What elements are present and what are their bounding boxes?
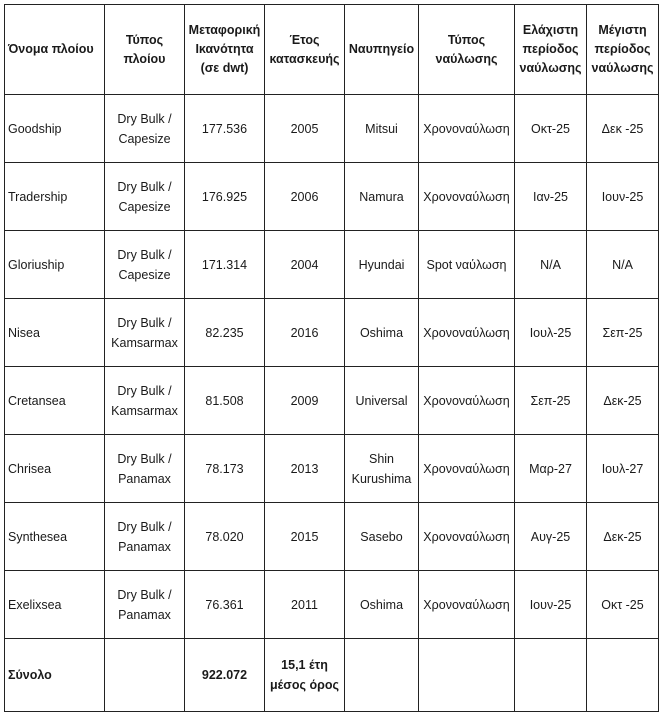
total-shipyard-empty <box>345 639 419 712</box>
max-period-cell: Δεκ-25 <box>587 503 659 571</box>
max-period-cell: Σεπ-25 <box>587 299 659 367</box>
capacity-cell: 177.536 <box>185 95 265 163</box>
max-period-cell: Δεκ -25 <box>587 95 659 163</box>
ship-type-cell: Dry Bulk / Kamsarmax <box>105 367 185 435</box>
min-period-cell: Μαρ-27 <box>515 435 587 503</box>
capacity-cell: 81.508 <box>185 367 265 435</box>
build-year-cell: 2011 <box>265 571 345 639</box>
shipyard-cell: Universal <box>345 367 419 435</box>
table-row <box>5 435 659 503</box>
table-row <box>5 503 659 571</box>
fleet-table <box>4 4 659 712</box>
ship-type-cell: Dry Bulk / Capesize <box>105 95 185 163</box>
build-year-cell: 2015 <box>265 503 345 571</box>
total-charter-empty <box>419 639 515 712</box>
min-period-cell: Σεπ-25 <box>515 367 587 435</box>
max-period-cell: N/A <box>587 231 659 299</box>
capacity-cell: 78.020 <box>185 503 265 571</box>
charter-type-cell: Χρονοναύλωση <box>419 435 515 503</box>
min-period-cell: Αυγ-25 <box>515 503 587 571</box>
table-row <box>5 231 659 299</box>
ship-type-cell: Dry Bulk / Capesize <box>105 163 185 231</box>
min-period-cell: Οκτ-25 <box>515 95 587 163</box>
ship-name-cell: Nisea <box>5 299 105 367</box>
min-period-cell: Ιουλ-25 <box>515 299 587 367</box>
charter-type-cell: Χρονοναύλωση <box>419 163 515 231</box>
shipyard-cell: Hyundai <box>345 231 419 299</box>
capacity-cell: 76.361 <box>185 571 265 639</box>
header-charter-type: Τύπος ναύλωσης <box>419 5 515 95</box>
ship-type-cell: Dry Bulk / Panamax <box>105 503 185 571</box>
min-period-cell: N/A <box>515 231 587 299</box>
charter-type-cell: Χρονοναύλωση <box>419 571 515 639</box>
table-row <box>5 95 659 163</box>
shipyard-cell: Sasebo <box>345 503 419 571</box>
table-row <box>5 367 659 435</box>
capacity-cell: 176.925 <box>185 163 265 231</box>
total-min-empty <box>515 639 587 712</box>
shipyard-cell: Shin Kurushima <box>345 435 419 503</box>
table-row <box>5 571 659 639</box>
ship-type-cell: Dry Bulk / Panamax <box>105 571 185 639</box>
header-shipyard: Ναυπηγείο <box>345 5 419 95</box>
build-year-cell: 2006 <box>265 163 345 231</box>
max-period-cell: Ιουν-25 <box>587 163 659 231</box>
max-period-cell: Ιουλ-27 <box>587 435 659 503</box>
ship-name-cell: Gloriuship <box>5 231 105 299</box>
total-max-empty <box>587 639 659 712</box>
ship-name-cell: Tradership <box>5 163 105 231</box>
table-row <box>5 163 659 231</box>
build-year-cell: 2016 <box>265 299 345 367</box>
build-year-cell: 2009 <box>265 367 345 435</box>
shipyard-cell: Mitsui <box>345 95 419 163</box>
header-ship-name: Όνομα πλοίου <box>5 5 105 95</box>
min-period-cell: Ιαν-25 <box>515 163 587 231</box>
charter-type-cell: Χρονοναύλωση <box>419 95 515 163</box>
build-year-cell: 2005 <box>265 95 345 163</box>
ship-type-cell: Dry Bulk / Kamsarmax <box>105 299 185 367</box>
ship-name-cell: Goodship <box>5 95 105 163</box>
build-year-cell: 2004 <box>265 231 345 299</box>
header-row <box>5 5 659 95</box>
shipyard-cell: Oshima <box>345 299 419 367</box>
total-label: Σύνολο <box>5 639 105 712</box>
table-row <box>5 299 659 367</box>
max-period-cell: Δεκ-25 <box>587 367 659 435</box>
ship-name-cell: Synthesea <box>5 503 105 571</box>
charter-type-cell: Χρονοναύλωση <box>419 503 515 571</box>
build-year-cell: 2013 <box>265 435 345 503</box>
ship-name-cell: Chrisea <box>5 435 105 503</box>
total-row <box>5 639 659 712</box>
ship-type-cell: Dry Bulk / Capesize <box>105 231 185 299</box>
capacity-cell: 171.314 <box>185 231 265 299</box>
total-capacity: 922.072 <box>185 639 265 712</box>
header-ship-type: Τύπος πλοίου <box>105 5 185 95</box>
capacity-cell: 78.173 <box>185 435 265 503</box>
min-period-cell: Ιουν-25 <box>515 571 587 639</box>
charter-type-cell: Χρονοναύλωση <box>419 367 515 435</box>
header-max-period: Μέγιστη περίοδος ναύλωσης <box>587 5 659 95</box>
shipyard-cell: Namura <box>345 163 419 231</box>
max-period-cell: Οκτ -25 <box>587 571 659 639</box>
header-min-period: Ελάχιστη περίοδος ναύλωσης <box>515 5 587 95</box>
charter-type-cell: Spot ναύλωση <box>419 231 515 299</box>
header-capacity: Μεταφορική Ικανότητα (σε dwt) <box>185 5 265 95</box>
ship-name-cell: Cretansea <box>5 367 105 435</box>
ship-type-cell: Dry Bulk / Panamax <box>105 435 185 503</box>
capacity-cell: 82.235 <box>185 299 265 367</box>
header-build-year: Έτος κατασκευής <box>265 5 345 95</box>
shipyard-cell: Oshima <box>345 571 419 639</box>
ship-name-cell: Exelixsea <box>5 571 105 639</box>
charter-type-cell: Χρονοναύλωση <box>419 299 515 367</box>
average-age: 15,1 έτη μέσος όρος <box>265 639 345 712</box>
total-type-empty <box>105 639 185 712</box>
